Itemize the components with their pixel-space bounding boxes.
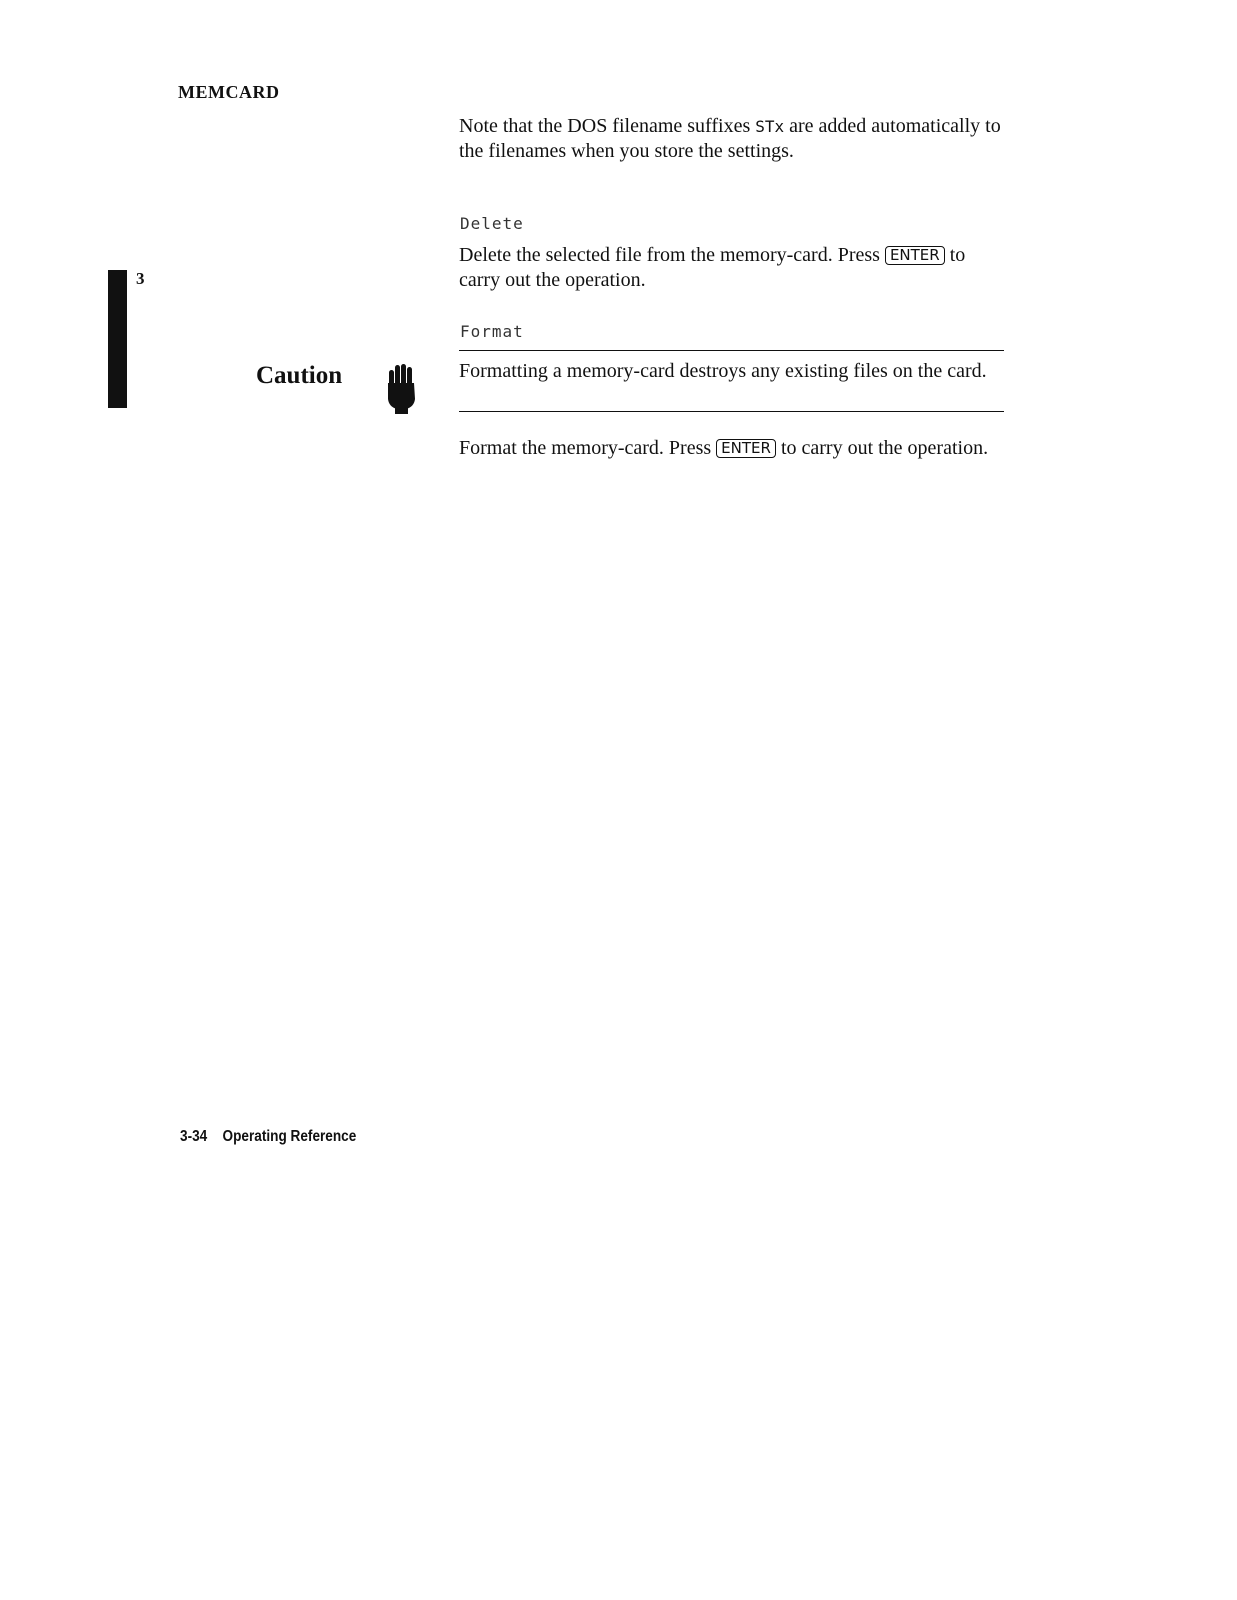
- caution-bottom-rule: [459, 411, 1004, 412]
- hand-stop-icon: [384, 363, 418, 415]
- delete-label: Delete: [460, 214, 524, 233]
- chapter-number: 3: [136, 269, 145, 288]
- running-head: MEMCARD: [178, 82, 280, 102]
- delete-description: [459, 243, 1009, 293]
- filename-note-paragraph: [459, 114, 1009, 164]
- format-text-start: Format the memory-card. Press: [459, 437, 717, 459]
- delete-text-start: Delete the selected file from the memory-card. Press: [459, 244, 885, 266]
- format-label: Format: [460, 322, 524, 341]
- format-text-end: to carry out the operation.: [775, 437, 989, 459]
- note-text-start: Note that the DOS filename suffixes: [459, 115, 756, 137]
- caution-text: Formatting a memory-card destroys any existing files on the card.: [459, 360, 987, 382]
- caution-label: Caution: [256, 362, 343, 389]
- suffix-code: STx: [755, 117, 785, 136]
- note-text-end: are added automatically to the filenames when you store the settings.: [459, 115, 1001, 162]
- section-title: Operating Reference: [222, 1128, 357, 1145]
- chapter-tab-bar: [108, 270, 127, 408]
- delete-text-end: to carry out the operation.: [459, 244, 966, 291]
- caution-top-rule: [459, 350, 1004, 351]
- page-number: 3-34: [180, 1128, 208, 1145]
- format-description: [459, 436, 1009, 461]
- enter-key: ENTER: [716, 439, 776, 458]
- enter-key: ENTER: [885, 246, 945, 265]
- page-footer: [180, 1128, 356, 1146]
